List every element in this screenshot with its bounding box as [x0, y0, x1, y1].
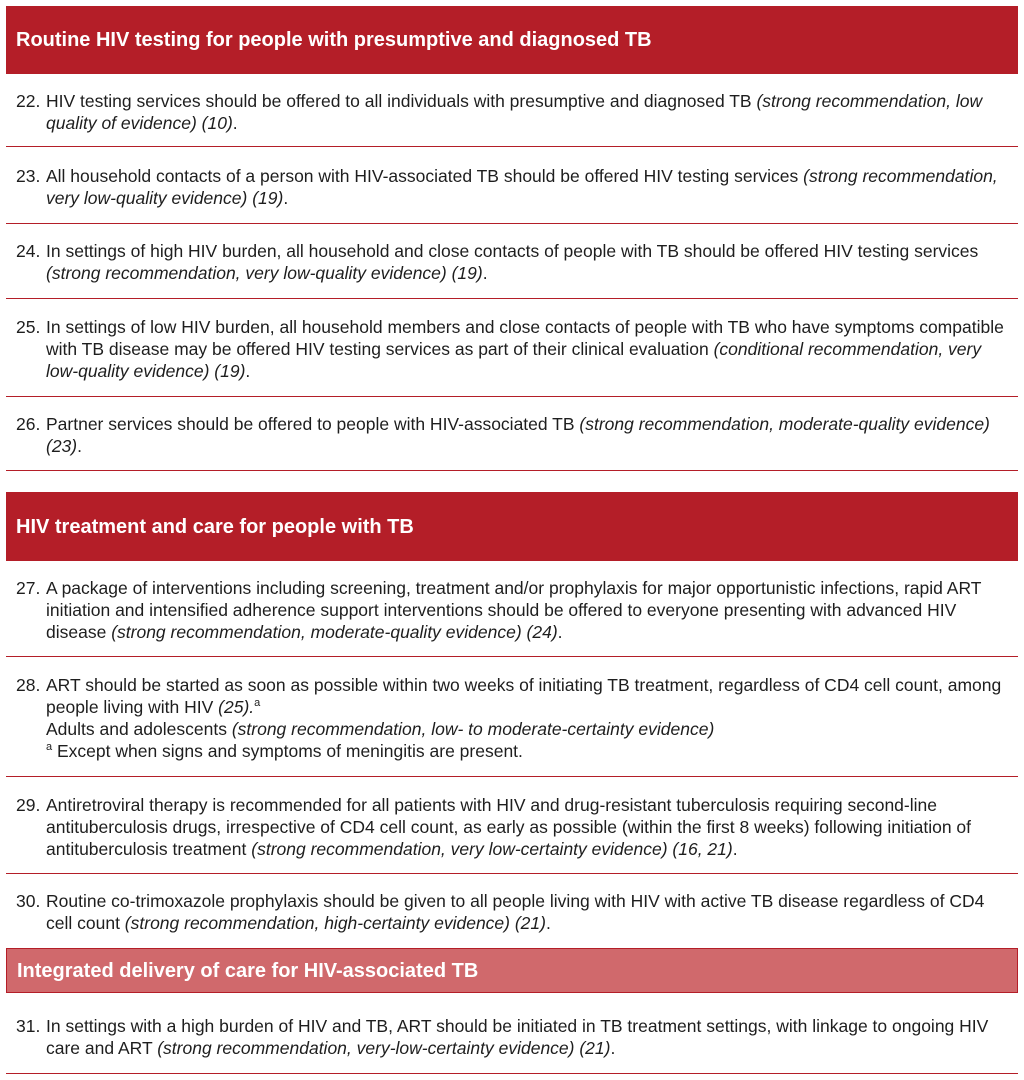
- row-divider: [6, 1073, 1018, 1074]
- row-divider: [6, 396, 1018, 397]
- recommendation-29: [6, 794, 1018, 860]
- rec-number: 31.: [16, 1016, 41, 1036]
- row-divider: [6, 776, 1018, 777]
- section-title: Routine HIV testing for people with presumptive and diagnosed TB: [16, 29, 652, 51]
- rec-number: 23.: [16, 166, 41, 186]
- rec-number: 29.: [16, 795, 41, 815]
- rec-number: 25.: [16, 317, 41, 337]
- rec-text: Antiretroviral therapy is recommended for all patients with HIV and drug-resistant tuberculosis requiring second-line antituberculosis drugs, irrespective of CD4 cell count, as early as possible (within the first 8 weeks) following initiation of antituberculosis treatment (strong recommendation, very low-certainty evidence) (16, 21).: [46, 795, 972, 859]
- row-divider: [6, 146, 1018, 147]
- row-divider: [6, 223, 1018, 224]
- rec-text: In settings with a high burden of HIV and TB, ART should be initiated in TB treatment settings, with linkage to ongoing HIV care and ART (strong recommendation, very-low-certainty evidence) (21).: [46, 1016, 989, 1058]
- recommendation-31: [6, 1015, 1018, 1059]
- rec-text: In settings of high HIV burden, all household and close contacts of people with TB should be offered HIV testing services (strong recommendation, very low-quality evidence) (19).: [46, 241, 979, 283]
- footnote-marker: a: [46, 741, 53, 754]
- rec-text: HIV testing services should be offered to all individuals with presumptive and diagnosed TB (strong recommendation, low quality of evidence) (10).: [46, 91, 983, 133]
- rec-text: All household contacts of a person with HIV-associated TB should be offered HIV testing services (strong recommendation, very low-quality evidence) (19).: [46, 166, 998, 208]
- row-divider: [6, 470, 1018, 471]
- row-divider: [6, 656, 1018, 657]
- rec-text: In settings of low HIV burden, all household members and close contacts of people with TB who have symptoms compatible with TB disease may be offered HIV testing services as part of their clinical evaluation (conditional recommendation, very low-quality evidence) (19).: [46, 317, 1004, 381]
- section-title: Integrated delivery of care for HIV-associated TB: [17, 959, 479, 982]
- recommendation-27: [6, 577, 1018, 643]
- row-divider: [6, 873, 1018, 874]
- section-header-hiv-testing: [6, 6, 1018, 74]
- section-header-hiv-treatment: [6, 492, 1018, 561]
- rec-number: 27.: [16, 578, 41, 598]
- rec-number: 30.: [16, 891, 41, 911]
- recommendation-26: [6, 413, 1018, 457]
- recommendation-23: [6, 165, 1018, 209]
- rec-number: 26.: [16, 414, 41, 434]
- recommendation-30: [6, 890, 1018, 934]
- recommendation-28: [6, 674, 1018, 762]
- rec-number: 24.: [16, 241, 41, 261]
- rec-number: 22.: [16, 91, 41, 111]
- footnote-text: Except when signs and symptoms of meningitis are present.: [52, 741, 523, 761]
- recommendation-24: [6, 240, 1018, 284]
- section-header-integrated-delivery: [6, 948, 1018, 993]
- recommendation-22: [6, 90, 1018, 134]
- rec-text: ART should be started as soon as possible within two weeks of initiating TB treatment, regardless of CD4 cell count, among people living with HIV (25).$^a$ Adults and adolescents (strong recommendation, low- to moderate-certainty evidence) $^a$ Except when signs and symptoms of meningitis are present.: [46, 675, 1002, 761]
- row-divider: [6, 298, 1018, 299]
- rec-text: Routine co-trimoxazole prophylaxis should be given to all people living with HIV with active TB disease regardless of CD4 cell count (strong recommendation, high-certainty evidence) (21).: [46, 891, 985, 933]
- footnote-superscript: a: [254, 697, 261, 710]
- rec-number: 28.: [16, 675, 41, 695]
- rec-text: Partner services should be offered to people with HIV-associated TB (strong recommendation, moderate-quality evidence) (23).: [46, 414, 990, 456]
- section-title: HIV treatment and care for people with TB: [16, 515, 414, 538]
- rec-text: A package of interventions including screening, treatment and/or prophylaxis for major opportunistic infections, rapid ART initiation and intensified adherence support interventions should be offered to everyone presenting with advanced HIV disease (strong recommendation, moderate-quality evidence) (24).: [46, 578, 982, 642]
- recommendation-25: [6, 316, 1018, 382]
